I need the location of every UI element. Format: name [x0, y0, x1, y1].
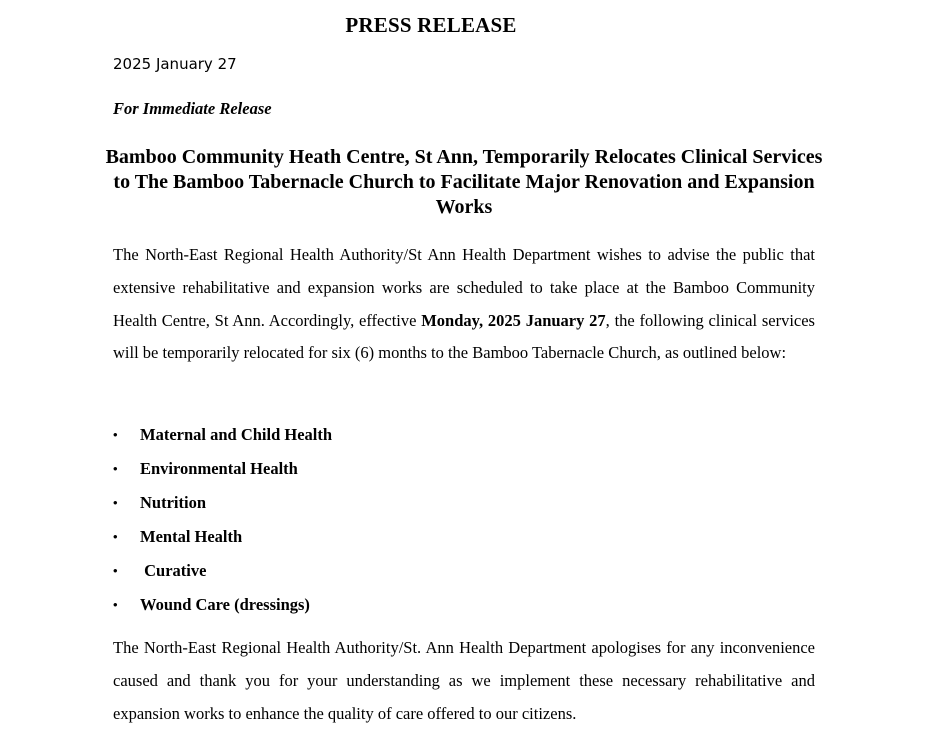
service-label: Maternal and Child Health — [140, 425, 333, 444]
service-label: Environmental Health — [140, 459, 298, 478]
list-item — [113, 418, 332, 452]
service-label: Curative — [140, 561, 207, 580]
list-item — [113, 520, 332, 554]
service-label: Mental Health — [140, 527, 243, 546]
headline: Bamboo Community Heath Centre, St Ann, Temporarily Relocates Clinical Services to The Bamboo Tabernacle Church to Facilitate Major Renovation and Expansion Works — [105, 146, 823, 218]
bullet-icon: • — [113, 529, 118, 544]
bullet-icon: • — [113, 427, 118, 442]
bullet-icon: • — [113, 563, 118, 578]
intro-text-start: The North-East Regional Health Authority/St Ann Health Department wishes to advise the public that extensive rehabilitative and expansion works are scheduled to take place at the Bamboo Community Health Centre, St Ann. Accordingly, effective — [113, 245, 815, 330]
immediate-release-label: For Immediate Release — [113, 99, 272, 118]
document-title: PRESS RELEASE — [345, 13, 517, 37]
intro-text-end: , the following clinical services will be temporarily relocated for six (6) months to the Bamboo Tabernacle Church, as outlined below: — [113, 310, 815, 363]
service-label: Wound Care (dressings) — [140, 595, 310, 614]
bullet-icon: • — [113, 597, 118, 612]
release-date: 2025 January 27 — [113, 55, 237, 73]
list-item — [113, 452, 332, 486]
bullet-icon: • — [113, 461, 118, 476]
effective-date: Monday, 2025 January 27 — [421, 310, 606, 330]
intro-paragraph — [113, 239, 815, 370]
list-item — [113, 486, 332, 520]
service-label: Nutrition — [140, 493, 206, 512]
bullet-icon: • — [113, 495, 118, 510]
services-list — [113, 418, 332, 622]
closing-paragraph: The North-East Regional Health Authority/St. Ann Health Department apologises for any inconvenience caused and thank you for your understanding as we implement these necessary rehabilitative and expansion works to enhance the quality of care offered to our citizens. — [113, 638, 815, 723]
list-item — [113, 554, 332, 588]
list-item — [113, 588, 332, 622]
